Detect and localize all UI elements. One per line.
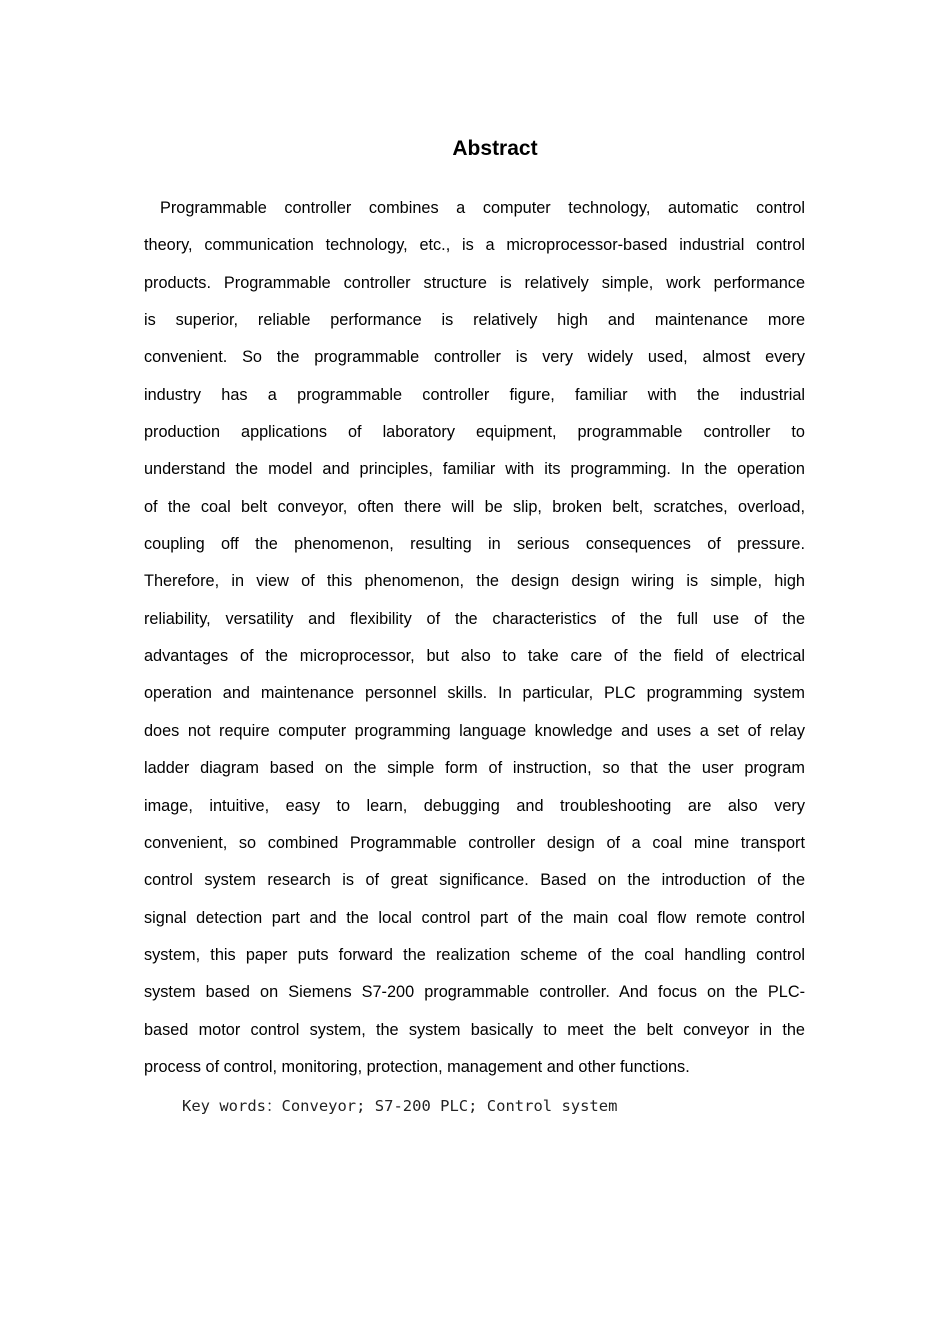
abstract-line: process of control, monitoring, protection, management and other functions. (144, 1057, 690, 1076)
abstract-line: Therefore, in view of this phenomenon, the design design wiring is simple, high (144, 572, 805, 591)
abstract-line: control system research is of great significance. Based on the introduction of the (144, 871, 805, 890)
abstract-line: understand the model and principles, familiar with its programming. In the operation (144, 460, 805, 479)
abstract-line: is superior, reliable performance is relatively high and maintenance more (144, 311, 805, 330)
abstract-line: theory, communication technology, etc., is a microprocessor-based industrial control (144, 236, 805, 255)
abstract-line: operation and maintenance personnel skills. In particular, PLC programming system (144, 684, 805, 703)
abstract-line: system based on Siemens S7-200 programmable controller. And focus on the PLC- (144, 983, 805, 1002)
abstract-line: Programmable controller combines a computer technology, automatic control (160, 199, 805, 217)
abstract-line: based motor control system, the system basically to meet the belt conveyor in the (144, 1020, 805, 1039)
abstract-line: ladder diagram based on the simple form of instruction, so that the user program (144, 759, 805, 778)
abstract-line: production applications of laboratory equipment, programmable controller to (144, 423, 805, 442)
abstract-line: convenient. So the programmable controller is very widely used, almost every (144, 348, 805, 367)
abstract-line: does not require computer programming language knowledge and uses a set of relay (144, 721, 805, 740)
abstract-line: convenient, so combined Programmable controller design of a coal mine transport (144, 833, 805, 852)
abstract-line: industry has a programmable controller figure, familiar with the industrial (144, 385, 805, 404)
abstract-body (144, 195, 805, 1091)
abstract-line: reliability, versatility and flexibility of the characteristics of the full use of the (144, 609, 805, 628)
keywords: Key words：Conveyor; S7-200 PLC; Control system (182, 1097, 618, 1115)
abstract-line: image, intuitive, easy to learn, debugging and troubleshooting are also very (144, 796, 805, 815)
abstract-line: coupling off the phenomenon, resulting in serious consequences of pressure. (144, 535, 805, 554)
abstract-line: signal detection part and the local control part of the main coal flow remote control (144, 908, 805, 927)
abstract-line: of the coal belt conveyor, often there will be slip, broken belt, scratches, overload, (144, 497, 805, 516)
abstract-line: system, this paper puts forward the realization scheme of the coal handling control (144, 945, 805, 964)
abstract-line: advantages of the microprocessor, but also to take care of the field of electrical (144, 647, 805, 666)
abstract-line: products. Programmable controller structure is relatively simple, work performance (144, 273, 805, 292)
abstract-title: Abstract (452, 137, 538, 160)
